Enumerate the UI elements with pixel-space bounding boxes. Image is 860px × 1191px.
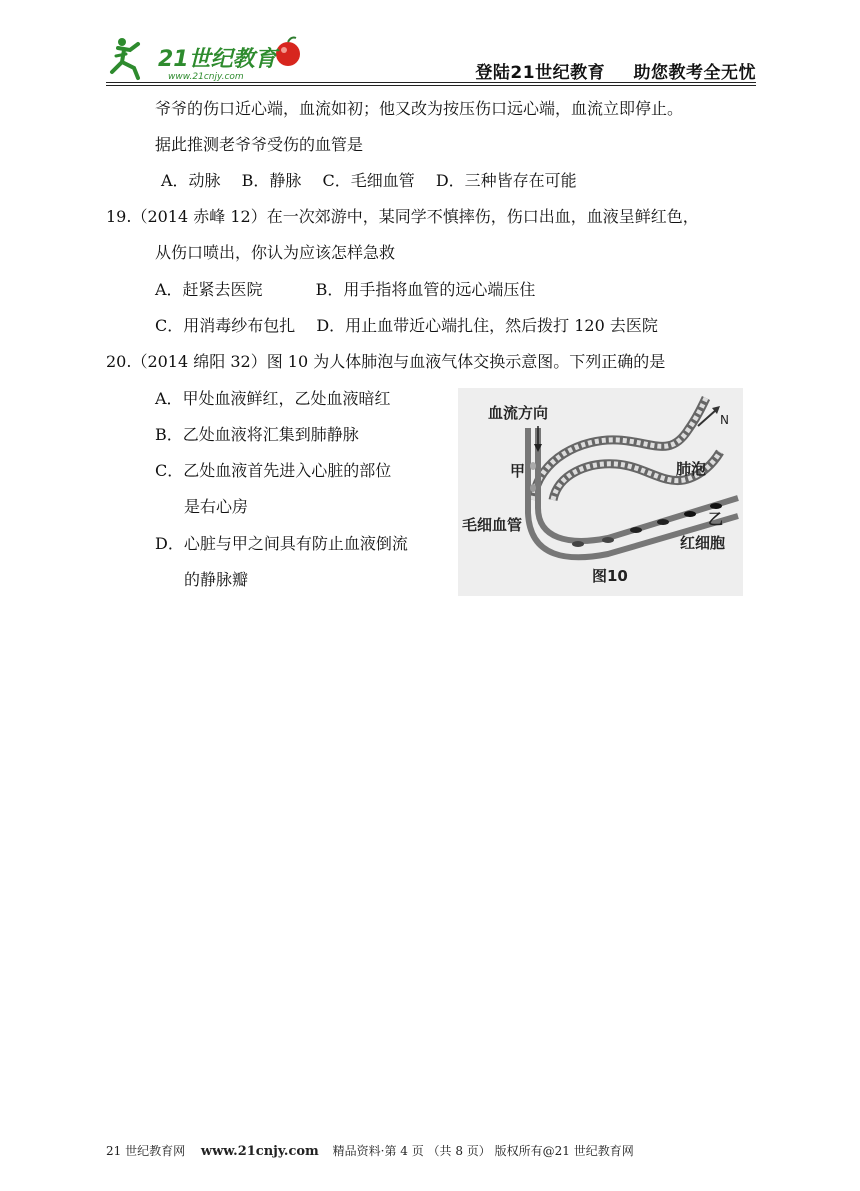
option-line: A．赶紧去医院 B．用手指将血管的远心端压住: [155, 280, 536, 299]
site-logo: [108, 32, 308, 82]
header-rule: [106, 82, 756, 83]
label-yi: 乙: [708, 510, 724, 528]
header-slogan: [453, 58, 756, 83]
slogan-help: 助您教考全无忧: [633, 63, 756, 83]
text-line: 爷爷的伤口近心端，血流如初；他又改为按压伤口远心端，血流立即停止。: [155, 99, 684, 118]
option-a: A．甲处血液鲜红，乙处血液暗红: [155, 389, 391, 408]
option-line: A．动脉 B．静脉 C．毛细血管 D．三种皆存在可能: [161, 171, 577, 190]
option-line: C．用消毒纱布包扎 D．用止血带近心端扎住，然后拨打 120 去医院: [155, 316, 658, 335]
option-c-cont: 是右心房: [184, 497, 249, 516]
question-19: 19.（2014 赤峰 12）在一次郊游中，某同学不慎摔伤，伤口出血，血液呈鲜红色，: [106, 207, 699, 226]
page-footer: [106, 1142, 756, 1159]
figure-10-alveolus-diagram: [458, 388, 743, 596]
option-d: D．心脏与甲之间具有防止血液倒流: [155, 534, 408, 553]
label-capillary: 毛细血管: [462, 516, 523, 534]
footer-left: 21 世纪教育网: [106, 1144, 186, 1158]
text-line: 从伤口喷出，你认为应该怎样急救: [155, 243, 396, 262]
text-line: 据此推测老爷爷受伤的血管是: [155, 135, 364, 154]
question-20: 20.（2014 绵阳 32）图 10 为人体肺泡与血液气体交换示意图。下列正确的是: [106, 352, 666, 371]
logo-url: www.21cnjy.com: [168, 72, 244, 82]
figure-caption: 图10: [592, 567, 628, 585]
option-c: C．乙处血液首先进入心脏的部位: [155, 461, 392, 480]
page-header: [106, 28, 756, 84]
slogan-login: 登陆21世纪教育: [475, 63, 606, 83]
label-red-blood-cell: 红细胞: [680, 534, 726, 552]
header-rule-thin: [106, 85, 756, 86]
footer-info: 精品资料·第 4 页 （共 8 页） 版权所有@21 世纪教育网: [332, 1144, 634, 1158]
label-jia: 甲: [510, 462, 526, 480]
option-d-cont: 的静脉瓣: [184, 570, 249, 589]
footer-site-link[interactable]: www.21cnjy.com: [200, 1144, 319, 1159]
gas-arrow-label: N: [720, 413, 729, 427]
logo-text: 21世纪教育: [158, 47, 277, 72]
label-alveolus: 肺泡: [676, 460, 707, 478]
option-b: B．乙处血液将汇集到肺静脉: [155, 425, 359, 444]
label-blood-flow: 血流方向: [488, 404, 549, 422]
